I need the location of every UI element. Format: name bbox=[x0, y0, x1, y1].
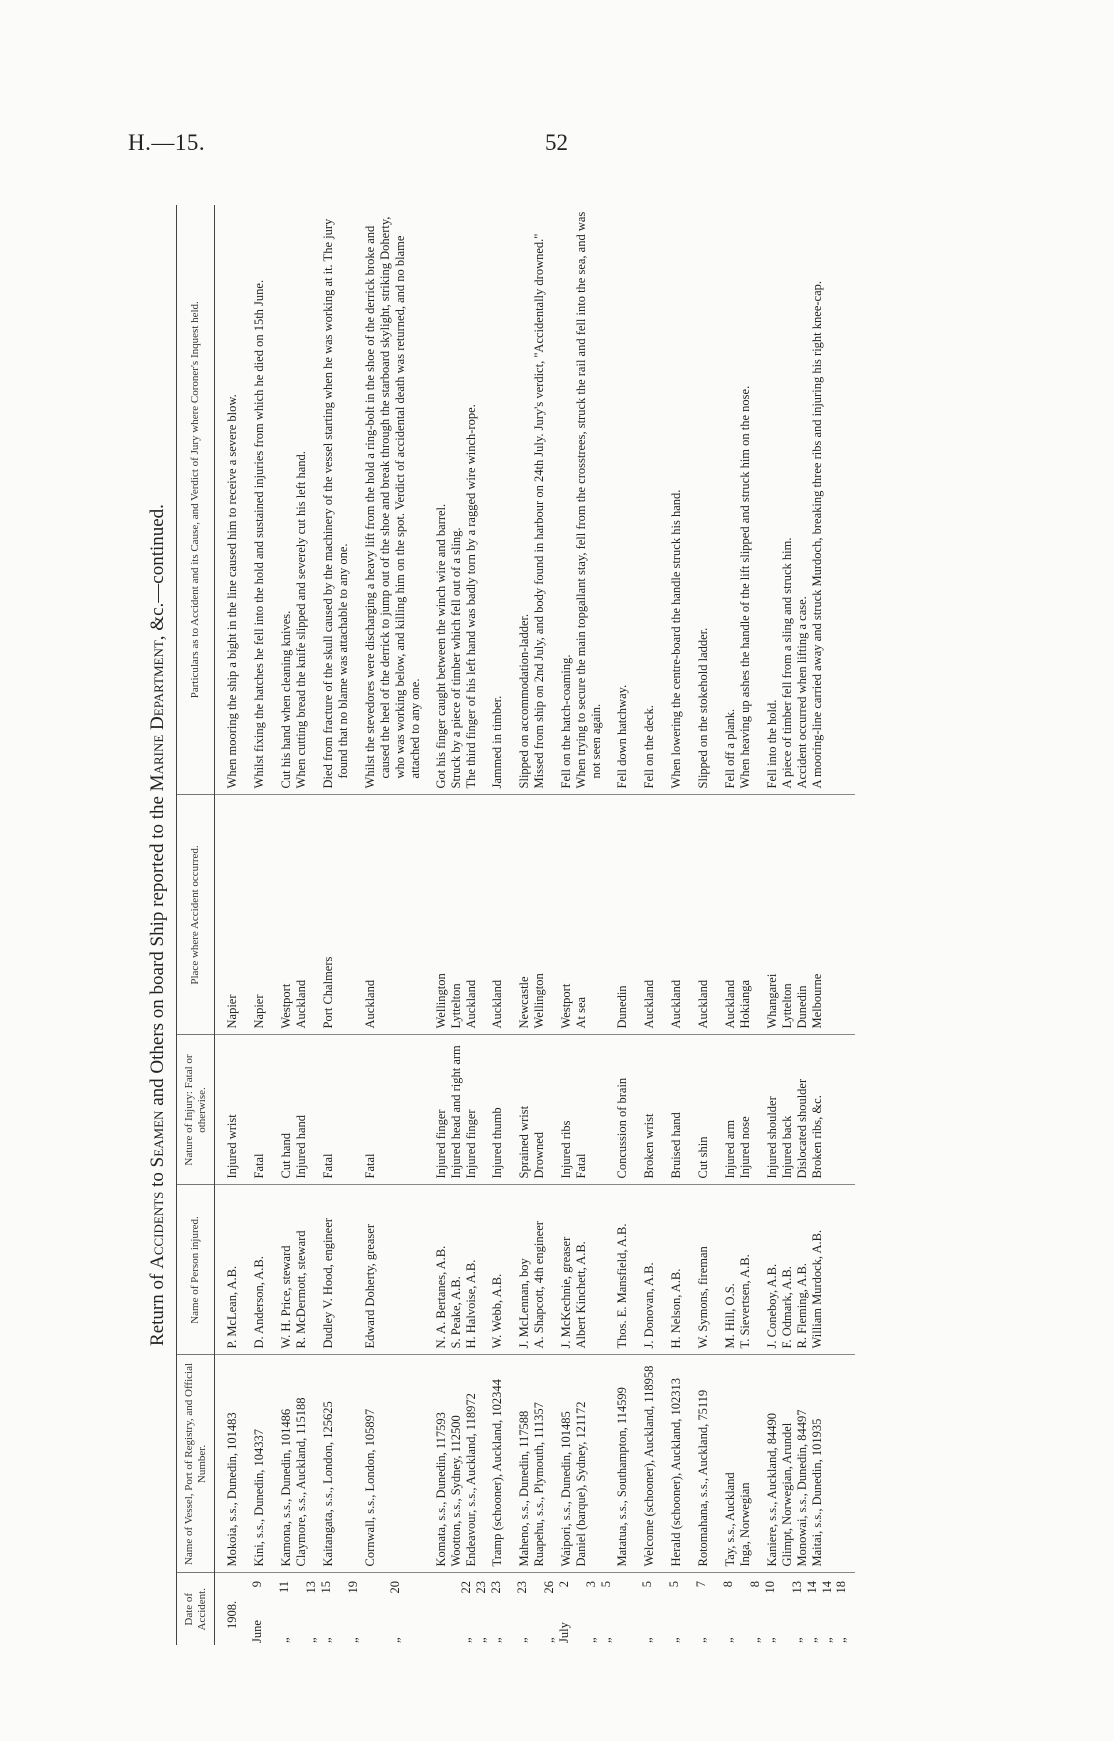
person-injured: W. Symons, fireman bbox=[696, 1246, 711, 1349]
accident-place: Auckland bbox=[463, 979, 478, 1029]
accident-date bbox=[721, 1579, 736, 1644]
date-month: „ bbox=[640, 1637, 655, 1643]
person-injured: H. Halvoise, A.B. bbox=[463, 1259, 478, 1349]
accident-particulars: Fell off a plank. bbox=[723, 708, 738, 789]
person-injured: A. Shapcott, 4th engineer bbox=[532, 1221, 547, 1349]
date-day: 9 bbox=[250, 1581, 265, 1588]
accident-place: At sea bbox=[574, 996, 589, 1029]
nature-of-injury: Cut hand bbox=[279, 1133, 294, 1179]
vessel-name: Kini, s.s., Dunedin, 104337 bbox=[252, 1429, 267, 1567]
accident-date bbox=[599, 1579, 614, 1644]
nature-of-injury: Fatal bbox=[252, 1153, 267, 1179]
accident-particulars: When lowering the centre-board the handle struck his hand. bbox=[669, 489, 684, 789]
accident-particulars: Died from fracture of the skull caused by the machinery of the vessel starting when he was working at it. The jury found that no blame was attachable to any one. bbox=[321, 218, 351, 789]
person-injured: W. H. Price, steward bbox=[279, 1245, 294, 1349]
accident-place: Port Chalmers bbox=[321, 956, 336, 1029]
vessel-name: Tay, s.s., Auckland bbox=[723, 1472, 738, 1567]
header-particulars: Particulars as to Accident and its Cause, and Verdict of Jury where Coroner's Inquest held. bbox=[177, 205, 215, 795]
date-month: „ bbox=[790, 1637, 805, 1643]
header-injury: Nature of Injury: Fatal or otherwise. bbox=[177, 1035, 215, 1185]
date-month: June bbox=[250, 1620, 265, 1643]
page-reference: H.—15. bbox=[128, 130, 206, 155]
date-month: „ bbox=[834, 1637, 849, 1643]
vessel-name: Monowai, s.s., Dunedin, 84497 bbox=[794, 1409, 809, 1567]
person-injured: J. McLennan, boy bbox=[517, 1258, 532, 1349]
date-day: 20 bbox=[388, 1581, 403, 1594]
date-month: „ bbox=[388, 1637, 403, 1643]
accident-date bbox=[304, 1579, 319, 1644]
accident-particulars: Fell down hatchway. bbox=[615, 684, 630, 789]
nature-of-injury: Cut shin bbox=[696, 1136, 711, 1179]
vessel-name: Maheno, s.s., Dunedin, 117588 bbox=[517, 1410, 532, 1567]
accident-place: Wellington bbox=[532, 973, 547, 1029]
date-day: 22 bbox=[459, 1581, 474, 1594]
accident-date bbox=[474, 1579, 489, 1644]
accident-place: Westport bbox=[559, 983, 574, 1029]
accident-place: Auckland bbox=[490, 979, 505, 1029]
accident-place: Auckland bbox=[723, 979, 738, 1029]
accident-particulars: When trying to secure the main topgallant stay, fell from the crosstrees, struck the rail and fell into the sea, and was not seen again. bbox=[574, 211, 603, 789]
date-day: 14 bbox=[804, 1581, 819, 1594]
accident-particulars: A piece of timber fell from a sling and struck him. bbox=[780, 537, 795, 789]
date-month: „ bbox=[488, 1637, 503, 1643]
vessel-name: Mokoia, s.s., Dunedin, 101483 bbox=[225, 1412, 240, 1567]
accident-place: Auckland bbox=[294, 979, 309, 1029]
accident-place: Newcastle bbox=[517, 976, 532, 1029]
date-month: „ bbox=[346, 1637, 361, 1643]
nature-of-injury: Concussion of brain bbox=[615, 1077, 630, 1179]
person-injured: T. Sievertsen, A.B. bbox=[738, 1254, 753, 1349]
person-injured: F. Odmark, A.B. bbox=[780, 1266, 795, 1349]
accident-particulars: Got his finger caught between the winch wire and barrel. bbox=[434, 503, 449, 789]
accident-particulars: Missed from ship on 2nd July, and body found in harbour on 24th July. Jury's verdict, "Accidentally drowned." bbox=[532, 233, 547, 789]
accident-particulars: Fell into the hold. bbox=[765, 699, 780, 789]
nature-of-injury: Injured arm bbox=[723, 1119, 738, 1179]
person-injured: N. A. Bertanes, A.B. bbox=[434, 1245, 449, 1349]
accident-date bbox=[584, 1579, 599, 1644]
accident-place: Napier bbox=[225, 994, 240, 1029]
accident-date bbox=[542, 1579, 557, 1644]
person-injured: D. Anderson, A.B. bbox=[252, 1256, 267, 1349]
date-month: „ bbox=[819, 1637, 834, 1643]
nature-of-injury: Bruised hand bbox=[669, 1112, 684, 1179]
accident-date bbox=[319, 1579, 334, 1644]
accident-particulars: A mooring-line carried away and struck Murdoch, breaking three ribs and injuring his right knee-cap. bbox=[809, 281, 824, 789]
accident-place: Whangarei bbox=[765, 973, 780, 1029]
date-day: 13 bbox=[790, 1581, 805, 1594]
nature-of-injury: Dislocated shoulder bbox=[794, 1078, 809, 1179]
date-day: 11 bbox=[277, 1581, 292, 1594]
vessel-name: Inga, Norwegian bbox=[738, 1482, 753, 1567]
date-month: July bbox=[556, 1622, 571, 1643]
date-day: 26 bbox=[542, 1581, 557, 1594]
date-day: 23 bbox=[488, 1581, 503, 1594]
date-day: 2 bbox=[556, 1581, 571, 1588]
accident-date bbox=[250, 1579, 265, 1644]
date-month: „ bbox=[459, 1637, 474, 1643]
table-body-row bbox=[215, 205, 849, 1645]
vessel-name: Daniel (barque), Sydney, 121172 bbox=[574, 1401, 589, 1567]
date-month: „ bbox=[598, 1637, 613, 1643]
person-injured: R. Fleming, A.B. bbox=[794, 1263, 809, 1349]
accident-place: Dunedin bbox=[794, 985, 809, 1029]
page-number: 52 bbox=[545, 130, 568, 155]
vessel-name: Endeavour, s.s., Auckland, 118972 bbox=[463, 1393, 478, 1567]
nature-of-injury: Fatal bbox=[321, 1153, 336, 1179]
accident-particulars: Whilst fixing the hatches he fell into the hold and sustained injuries from which he died on 15th June. bbox=[252, 279, 267, 789]
person-injured: R. McDermott, steward bbox=[294, 1230, 309, 1349]
accident-place: Wellington bbox=[434, 973, 449, 1029]
nature-of-injury: Injured head and right arm bbox=[449, 1045, 464, 1179]
date-day: 5 bbox=[640, 1581, 655, 1588]
accident-date bbox=[790, 1579, 805, 1644]
date-month: „ bbox=[304, 1637, 319, 1643]
accident-date bbox=[763, 1579, 778, 1644]
person-injured: Albert Kinchett, A.B. bbox=[574, 1241, 589, 1349]
accident-place: Westport bbox=[279, 983, 294, 1029]
accident-date bbox=[820, 1579, 835, 1644]
date-day: 5 bbox=[598, 1581, 613, 1588]
nature-of-injury: Injured shoulder bbox=[765, 1096, 780, 1179]
accident-date bbox=[388, 1579, 403, 1644]
accident-date bbox=[640, 1579, 655, 1644]
accident-date bbox=[515, 1579, 530, 1644]
date-day: 19 bbox=[346, 1581, 361, 1594]
accident-date bbox=[805, 1579, 820, 1644]
accident-date bbox=[834, 1579, 849, 1644]
accident-place: Napier bbox=[252, 994, 267, 1029]
accident-date bbox=[667, 1579, 682, 1644]
person-injured: P. McLean, A.B. bbox=[225, 1265, 240, 1349]
accident-place: Auckland bbox=[696, 979, 711, 1029]
vessel-name: Wootton, s.s., Sydney, 112500 bbox=[449, 1415, 464, 1567]
particulars-column bbox=[215, 205, 849, 795]
person-injured: Thos. E. Mansfield, A.B. bbox=[615, 1223, 630, 1349]
person-injured: William Murdock, A.B. bbox=[809, 1229, 824, 1349]
header-vessel: Name of Vessel, Port of Registry, and Official Number. bbox=[177, 1355, 215, 1573]
accident-return-table bbox=[176, 205, 855, 1645]
date-day: 15 bbox=[318, 1581, 333, 1594]
nature-of-injury: Injured ribs bbox=[559, 1120, 574, 1179]
accident-place: Lyttelton bbox=[780, 983, 795, 1029]
header-date: Date of Accident. bbox=[177, 1573, 215, 1645]
accident-place: Auckland bbox=[642, 979, 657, 1029]
accident-particulars: Fell on the hatch-coaming. bbox=[559, 654, 574, 789]
date-month: „ bbox=[804, 1637, 819, 1643]
accident-place: Lyttelton bbox=[449, 983, 464, 1029]
accident-place: Auckland bbox=[363, 979, 378, 1029]
date-month: „ bbox=[542, 1637, 557, 1643]
vessel-name: Glimpt, Norwegian, Arundel bbox=[780, 1422, 795, 1567]
accident-place: Auckland bbox=[669, 979, 684, 1029]
accident-date bbox=[557, 1579, 572, 1644]
nature-of-injury: Injured wrist bbox=[225, 1114, 240, 1179]
date-day: 8 bbox=[748, 1581, 763, 1588]
vessel-name: Komata, s.s., Dunedin, 117593 bbox=[434, 1412, 449, 1567]
vessel-name: Ruapehu, s.s., Plymouth, 111357 bbox=[532, 1402, 547, 1567]
nature-of-injury: Fatal bbox=[363, 1153, 378, 1179]
accident-particulars: When heaving up ashes the handle of the lift slipped and struck him on the nose. bbox=[738, 385, 753, 789]
year-label: 1908. bbox=[225, 1600, 240, 1629]
nature-of-injury: Injured thumb bbox=[490, 1107, 505, 1179]
vessel-name: Claymore, s.s., Auckland, 115188 bbox=[294, 1397, 309, 1567]
nature-of-injury: Injured nose bbox=[738, 1116, 753, 1179]
accident-particulars: When cutting bread the knife slipped and severely cut his left hand. bbox=[294, 451, 309, 789]
nature-of-injury: Broken wrist bbox=[642, 1113, 657, 1179]
person-injured: S. Peake, A.B. bbox=[449, 1276, 464, 1349]
vessel-name: Kamona, s.s., Dunedin, 101486 bbox=[279, 1408, 294, 1567]
person-injured: M. Hill, O.S. bbox=[723, 1283, 738, 1349]
nature-of-injury: Fatal bbox=[574, 1153, 589, 1179]
date-column bbox=[215, 1573, 849, 1645]
accident-particulars: The third finger of his left hand was badly torn by a ragged wire winch-rope. bbox=[463, 404, 478, 789]
vessel-name: Tramp (schooner), Auckland, 102344 bbox=[490, 1379, 505, 1567]
place-column bbox=[215, 795, 849, 1035]
accident-particulars: Jammed in timber. bbox=[490, 695, 505, 789]
accident-place: Melbourne bbox=[809, 973, 824, 1029]
accident-date bbox=[346, 1579, 361, 1644]
vessel-name: Rotomahana, s.s., Auckland, 75119 bbox=[696, 1389, 711, 1567]
table-title: Return of Accidents to Seamen and Others on board Ship reported to the Marine Department, &c.—continued. bbox=[147, 504, 168, 1346]
accident-date bbox=[277, 1579, 292, 1644]
date-day: 8 bbox=[721, 1581, 736, 1588]
accident-particulars: Accident occurred when lifting a case. bbox=[794, 596, 809, 789]
person-injured: J. Donovan, A.B. bbox=[642, 1262, 657, 1349]
nature-of-injury: Injured finger bbox=[463, 1109, 478, 1179]
person-injured: Edward Doherty, greaser bbox=[363, 1224, 378, 1349]
vessel-name: Matatua, s.s., Southampton, 114599 bbox=[615, 1387, 630, 1567]
date-month: „ bbox=[694, 1637, 709, 1643]
date-month: „ bbox=[515, 1637, 530, 1643]
accident-place: Dunedin bbox=[615, 985, 630, 1029]
date-day: 10 bbox=[762, 1581, 777, 1594]
date-month: „ bbox=[318, 1637, 333, 1643]
accident-particulars: Struck by a piece of timber which fell out of a sling. bbox=[449, 527, 464, 789]
vessel-column bbox=[215, 1355, 849, 1573]
accident-date bbox=[748, 1579, 763, 1644]
date-day: 7 bbox=[694, 1581, 709, 1588]
date-month: „ bbox=[721, 1637, 736, 1643]
accident-particulars: Cut his hand when cleaning knives. bbox=[279, 610, 294, 789]
date-month: „ bbox=[762, 1637, 777, 1643]
accident-particulars: Whilst the stevedores were discharging a heavy lift from the hold a ring-bolt in the shoe of the derrick broke and caused the heel of the derrick to jump out of the shoe and break through the starboard skylight, striking Doherty, who was working below, and killing him on the spot. Verdict of accidental death was returned, and no blame attached to any one. bbox=[363, 216, 422, 789]
person-column bbox=[215, 1185, 849, 1355]
person-injured: Dudley V. Hood, engineer bbox=[321, 1218, 336, 1349]
person-injured: J. Coneboy, A.B. bbox=[765, 1263, 780, 1349]
header-place: Place where Accident occurred. bbox=[177, 795, 215, 1035]
date-day: 13 bbox=[304, 1581, 319, 1594]
accident-date bbox=[489, 1579, 504, 1644]
date-month: „ bbox=[277, 1637, 292, 1643]
accident-date bbox=[459, 1579, 474, 1644]
date-day: 14 bbox=[819, 1581, 834, 1594]
accident-particulars: Slipped on accommodation-ladder. bbox=[517, 613, 532, 789]
injury-column bbox=[215, 1035, 849, 1185]
vessel-name: Kaniere, s.s., Auckland, 84490 bbox=[765, 1413, 780, 1567]
accident-particulars: Slipped on the stokehold ladder. bbox=[696, 627, 711, 789]
person-injured: H. Nelson, A.B. bbox=[669, 1268, 684, 1349]
date-month: „ bbox=[667, 1637, 682, 1643]
person-injured: J. McKechnie, greaser bbox=[559, 1236, 574, 1349]
date-day: 23 bbox=[473, 1581, 488, 1594]
nature-of-injury: Sprained wrist bbox=[517, 1105, 532, 1179]
date-month: „ bbox=[473, 1637, 488, 1643]
vessel-name: Cornwall, s.s., London, 105897 bbox=[363, 1408, 378, 1567]
accident-date bbox=[694, 1579, 709, 1644]
date-month: „ bbox=[584, 1637, 599, 1643]
nature-of-injury: Injured hand bbox=[294, 1114, 309, 1179]
date-day: 3 bbox=[584, 1581, 599, 1588]
date-day: 5 bbox=[667, 1581, 682, 1588]
header-person: Name of Person injured. bbox=[177, 1185, 215, 1355]
person-injured: W. Webb, A.B. bbox=[490, 1273, 505, 1349]
vessel-name: Kaitangata, s.s., London, 125625 bbox=[321, 1401, 336, 1567]
vessel-name: Herald (schooner), Auckland, 102313 bbox=[669, 1378, 684, 1567]
vessel-name: Welcome (schooner), Auckland, 118958 bbox=[642, 1365, 657, 1567]
nature-of-injury: Injured finger bbox=[434, 1109, 449, 1179]
vessel-name: Waipori, s.s., Dunedin, 101485 bbox=[559, 1411, 574, 1567]
accident-particulars: Fell on the deck. bbox=[642, 705, 657, 789]
nature-of-injury: Broken ribs, &c. bbox=[809, 1095, 824, 1179]
header-row bbox=[177, 205, 215, 1645]
date-day: 23 bbox=[515, 1581, 530, 1594]
accident-place: Hokianga bbox=[738, 979, 753, 1029]
nature-of-injury: Drowned bbox=[532, 1131, 547, 1179]
vessel-name: Maitai, s.s., Dunedin, 101935 bbox=[809, 1418, 824, 1567]
date-day: 18 bbox=[834, 1581, 849, 1594]
accident-particulars: When mooring the ship a bight in the line caused him to receive a severe blow. bbox=[225, 394, 240, 789]
date-month: „ bbox=[748, 1637, 763, 1643]
nature-of-injury: Injured back bbox=[780, 1115, 795, 1179]
rotated-table-block bbox=[140, 205, 900, 1645]
